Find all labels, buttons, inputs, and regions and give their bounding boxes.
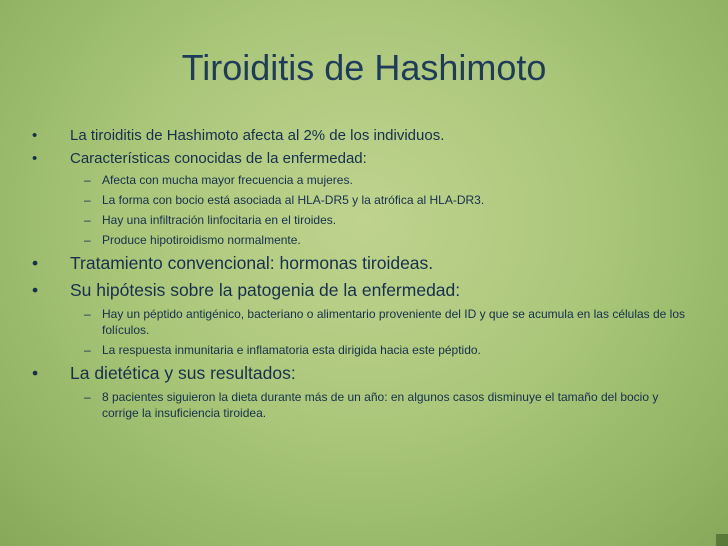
bullet-item <box>32 149 692 169</box>
slide-title: Tiroiditis de Hashimoto <box>181 47 547 88</box>
sub-bullet-text: Hay un péptido antigénico, bacteriano o alimentario proveniente del ID y que se acumula en las células de los folículos. <box>102 307 686 337</box>
bullet-marker: • <box>32 363 39 383</box>
sub-bullet-text: 8 pacientes siguieron la dieta durante más de un año: en algunos casos disminuye el tamaño del bocio y corrige la insuficiencia tiroidea. <box>102 390 659 420</box>
sub-list <box>32 389 692 421</box>
sub-bullet-item <box>32 389 692 421</box>
bullet-text: Tratamiento convencional: hormonas tiroideas. <box>70 253 434 273</box>
bullet-marker: • <box>32 280 39 300</box>
bullet-text: Su hipótesis sobre la patogenia de la enfermedad: <box>70 280 461 300</box>
bullet-text: Características conocidas de la enfermedad: <box>70 150 367 167</box>
sub-bullet-text: La respuesta inmunitaria e inflamatoria esta dirigida hacia este péptido. <box>102 343 481 357</box>
slide-content <box>32 126 692 425</box>
bullet-item <box>32 126 692 146</box>
sub-bullet-text: Afecta con mucha mayor frecuencia a mujeres. <box>102 173 353 187</box>
bullet-marker: • <box>32 253 39 273</box>
dash-marker: – <box>84 233 91 247</box>
sub-bullet-item <box>32 232 692 248</box>
sub-bullet-item <box>32 306 692 338</box>
bullet-text: La tiroiditis de Hashimoto afecta al 2% de los individuos. <box>70 127 445 144</box>
sub-bullet-item <box>32 342 692 358</box>
sub-list <box>32 306 692 358</box>
sub-list <box>32 172 692 248</box>
bullet-text: La dietética y sus resultados: <box>70 363 296 383</box>
dash-marker: – <box>84 213 91 227</box>
dash-marker: – <box>84 307 91 321</box>
dash-marker: – <box>84 173 91 187</box>
sub-bullet-item <box>32 212 692 228</box>
dash-marker: – <box>84 343 91 357</box>
bullet-marker: • <box>32 127 38 144</box>
sub-bullet-text: La forma con bocio está asociada al HLA-DR5 y la atrófica al HLA-DR3. <box>102 193 485 207</box>
sub-bullet-item <box>32 192 692 208</box>
corner-decoration <box>716 534 728 546</box>
bullet-marker: • <box>32 150 38 167</box>
sub-bullet-text: Produce hipotiroidismo normalmente. <box>102 233 301 247</box>
bullet-item <box>32 252 692 275</box>
bullet-item <box>32 279 692 302</box>
sub-bullet-text: Hay una infiltración linfocitaria en el tiroides. <box>102 213 337 227</box>
dash-marker: – <box>84 193 91 207</box>
sub-bullet-item <box>32 172 692 188</box>
dash-marker: – <box>84 390 91 404</box>
bullet-item <box>32 362 692 385</box>
